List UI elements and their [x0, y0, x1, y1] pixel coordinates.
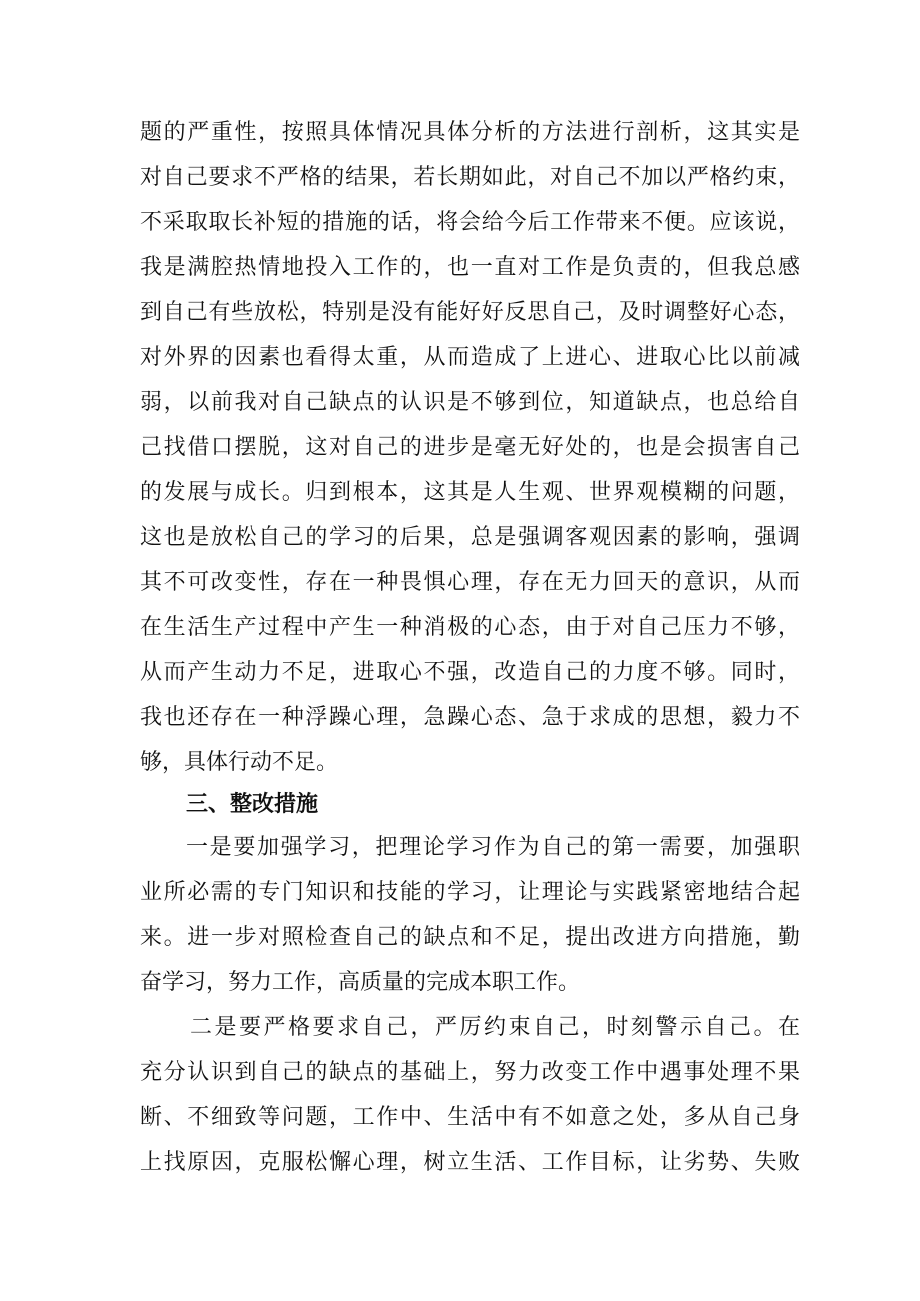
paragraph-3-line-2: 充分认识到自己的缺点的基础上，努力改变工作中遇事处理不果 [140, 1060, 800, 1085]
paragraph-2-line-3: 来。进一步对照检查自己的缺点和不足，提出改进方向措施，勤 [140, 925, 800, 950]
paragraph-1-line-6: 对外界的因素也看得太重，从而造成了上进心、进取心比以前减 [140, 345, 800, 370]
paragraph-2-line-2: 业所必需的专门知识和技能的学习，让理论与实践紧密地结合起 [140, 880, 800, 905]
paragraph-2-line-1: 一是要加强学习，把理论学习作为自己的第一需要，加强职 [186, 835, 800, 860]
paragraph-1-line-5: 到自己有些放松，特别是没有能好好反思自己，及时调整好心态， [140, 300, 800, 325]
paragraph-1-line-10: 这也是放松自己的学习的后果，总是强调客观因素的影响，强调 [140, 525, 800, 550]
paragraph-1-line-13: 从而产生动力不足，进取心不强，改造自己的力度不够。同时， [140, 660, 800, 685]
paragraph-1-line-9: 的发展与成长。归到根本，这其是人生观、世界观模糊的问题， [140, 480, 800, 505]
paragraph-1-line-11: 其不可改变性，存在一种畏惧心理，存在无力回天的意识，从而 [140, 570, 800, 595]
paragraph-1-line-12: 在生活生产过程中产生一种消极的心态，由于对自己压力不够， [140, 615, 800, 640]
paragraph-1-line-1: 题的严重性，按照具体情况具体分析的方法进行剖析，这其实是 [140, 120, 800, 145]
paragraph-1-line-2: 对自己要求不严格的结果，若长期如此，对自己不加以严格约束， [140, 165, 800, 190]
paragraph-1-line-8: 己找借口摆脱，这对自己的进步是毫无好处的，也是会损害自己 [140, 435, 800, 460]
paragraph-3-line-4: 上找原因，克服松懈心理，树立生活、工作目标，让劣势、失败 [140, 1150, 800, 1175]
paragraph-3-line-1: 二是要严格要求自己，严厉约束自己，时刻警示自己。在 [190, 1015, 800, 1040]
paragraph-2-line-4: 奋学习，努力工作，高质量的完成本职工作。 [140, 970, 581, 995]
paragraph-3-line-3: 断、不细致等问题，工作中、生活中有不如意之处，多从自己身 [140, 1105, 800, 1130]
paragraph-1-line-14: 我也还存在一种浮躁心理，急躁心态、急于求成的思想，毅力不 [140, 705, 800, 730]
paragraph-1-line-4: 我是满腔热情地投入工作的，也一直对工作是负责的，但我总感 [140, 255, 800, 280]
paragraph-1-line-3: 不采取取长补短的措施的话，将会给今后工作带来不便。应该说， [140, 210, 800, 235]
paragraph-1-line-7: 弱，以前我对自己缺点的认识是不够到位，知道缺点，也总给自 [140, 390, 800, 415]
paragraph-1-line-15: 够，具体行动不足。 [140, 750, 339, 775]
section-heading: 三、整改措施 [186, 792, 319, 817]
